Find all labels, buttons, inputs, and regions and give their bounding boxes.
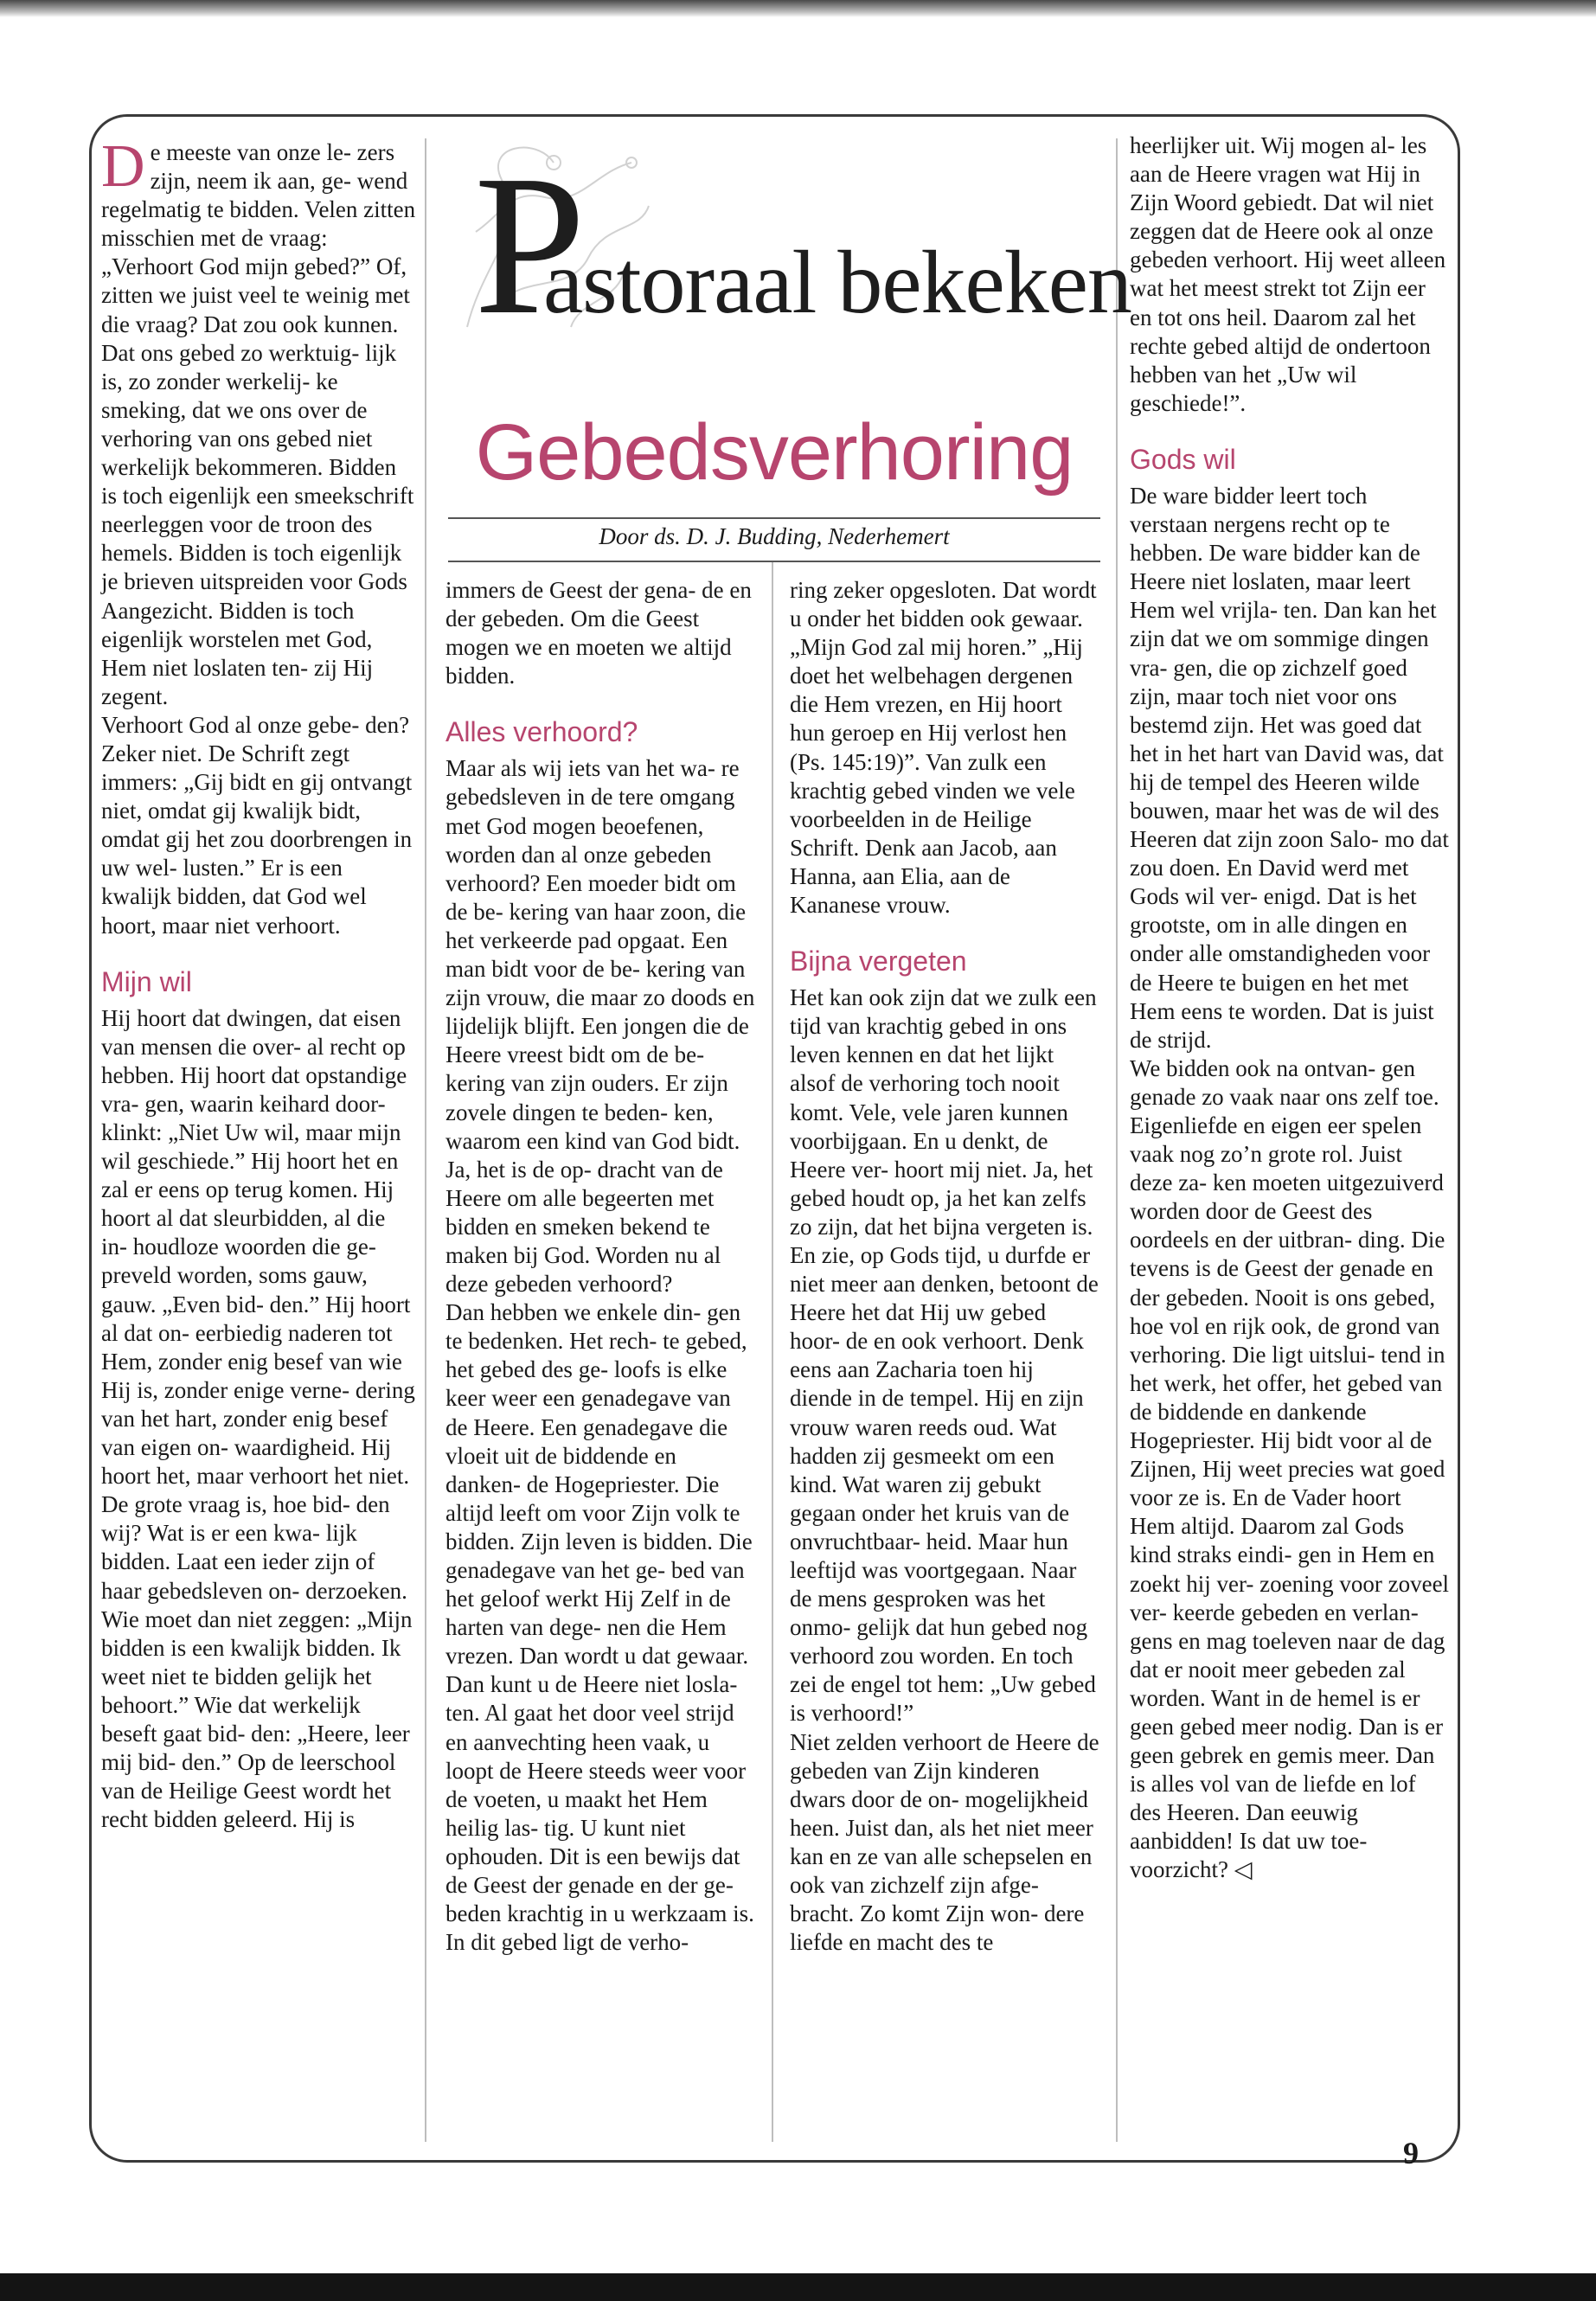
article-paragraph: [445, 754, 755, 1298]
article-paragraph: [101, 133, 416, 711]
page-number: 9: [1403, 2136, 1419, 2170]
byline: Door ds. D. J. Budding, Nederhemert: [599, 523, 950, 549]
scan-edge-top: [0, 0, 1596, 17]
paragraph-text: e meeste van onze le- zers zijn, neem ik aan, ge- wend regelmatig te bidden. Velen zitten misschien met de vraag: „Verhoort God mijn gebed?” Of, zitten we juist veel te weinig met die vraag? Dat zou ook kunnen. Dat ons gebed zo werktuig- lijk is, zo zonder werkelij- ke smeking, dat we ons over de verhoring van ons gebed niet werkelijk bekommeren. Bidden is toch eigenlijk een smeekschrift neerleggen voor de troon des hemels. Bidden is toch eigenlijk je brieven uitspreiden voor Gods Aangezicht. Bidden is toch eigenlijk worstelen met God, Hem niet loslaten ten- zij Hij zegent.: [101, 139, 416, 709]
series-title: astoraal bekeken: [543, 233, 1131, 332]
paragraph-text: ring zeker opgesloten. Dat wordt u onder het bidden ook gewaar. „Mijn God zal mij horen.” „Hij doet het welbehagen dergenen die Hem vrezen, en Hij hoort hun geroep en Hij verlost hen (Ps. 145:19)”. Van zulk een krachtig gebed vinden we vele voorbeelden in de Heilige Schrift. Denk aan Jacob, aan Hanna, aan Elia, aan de Kananese vrouw.: [790, 577, 1097, 919]
article-paragraph: [445, 1298, 755, 1957]
section-heading: Bijna vergeten: [790, 945, 967, 977]
article-paragraph: [790, 984, 1099, 1727]
text-column-2: [445, 576, 755, 1957]
drop-cap: D: [101, 133, 145, 200]
article-paragraph: [790, 576, 1099, 920]
text-column-1: [101, 133, 416, 1834]
headline: Gebedsverhoring: [475, 408, 1074, 497]
paragraph-text: Hij hoort dat dwingen, dat eisen van mensen die over- al recht op hebben. Hij hoort dat opstandige vra- gen, waarin keihard door- klinkt: „Niet Uw wil, maar mijn wil geschiede.” Hij hoort het en zal er eens op terug komen. Hij hoort al dat sleurbidden, al die in- houdloze woorden die ge- preveld worden, soms gauw, gauw. „Even bid- den.” Hij hoort al dat on- eerbiedig naderen tot Hem, zonder enig besef van wie Hij is, zonder enige verne- dering van het hart, zonder enig besef van eigen on- waardigheid. Hij hoort het, maar verhoort het niet.: [101, 1004, 415, 1490]
article-paragraph: [1130, 482, 1450, 1054]
article-paragraph: [101, 1004, 416, 1491]
section-heading: Alles verhoord?: [445, 716, 638, 748]
text-column-3: [790, 576, 1099, 1957]
paragraph-text: We bidden ook na ontvan- gen genade zo vaak naar ons zelf toe. Eigenliefde en eigen eer spelen vaak nog zo’n grote rol. Juist deze za- ken moeten uitgezuiverd worden door de Geest des oordeels en der uitbran- ding. Die tevens is de Geest der genade en der gebeden. Nooit is ons gebed, hoe vol en rijk ook, de grond van verhoring. Die ligt uitslui- tend in het werk, het offer, het gebed van de biddende en dankende Hogepriester. Hij bidt voor al de Zijnen, Hij weet precies wat goed voor ze is. En de Vader hoort Hem altijd. Daarom zal Gods kind straks eindi- gen in Hem en zoekt hij ver- zoening voor zoveel ver- keerde gebeden en verlan- gens en mag toeleven naar de dag dat er nooit meer gebeden zal worden. Want in de hemel is er geen gebed meer nodig. Dan is er geen gebrek en gemis meer. Dan is alles vol van de liefde en lof des Heeren. Dan eeuwig aanbidden! Is dat uw toe- voorzicht? ◁: [1130, 1054, 1450, 1883]
article-paragraph: [445, 576, 755, 690]
article-paragraph: [790, 1728, 1099, 1958]
scan-edge-bottom: [0, 2273, 1596, 2301]
byline-rule-top: [448, 517, 1100, 519]
column-divider-3: [1116, 138, 1118, 2142]
text-column-4: [1130, 131, 1450, 1885]
byline-rule-bottom: [448, 561, 1100, 562]
paragraph-text: De grote vraag is, hoe bid- den wij? Wat is er een kwa- lijk bidden. Laat een ieder zijn of haar gebedsleven on- derzoeken. Wie moet dan niet zeggen: „Mijn bidden is een kwalijk bidden. Ik weet niet te bidden gelijk het behoort.” Wie dat werkelijk beseft gaat bid- den: „Heere, leer mij bid- den.” Op de leerschool van de Heilige Geest wordt het recht bidden geleerd. Hij is: [101, 1491, 413, 1833]
paragraph-text: Dan hebben we enkele din- gen te bedenken. Het rech- te gebed, het gebed des ge- loofs is elke keer weer een genadegave van de Heere. Een genadegave die vloeit uit de biddende en danken- de Hogepriester. Die altijd leeft om voor Zijn volk te bidden. Zijn leven is bidden. Die genadegave van het ge- bed van het geloof werkt Hij Zelf in de harten van dege- nen die Hem vrezen. Dan wordt u dat gewaar. Dan kunt u de Heere niet losla- ten. Al gaat het door veel strijd en aanvechting heen vaak, u loopt de Heere steeds weer voor de voeten, u maakt het Hem heilig las- tig. U kunt niet ophouden. Dit is een bewijs dat de Geest der genade en der ge- beden krachtig in u werkzaam is. In dit gebed ligt de verho-: [445, 1299, 754, 1956]
paragraph-text: immers de Geest der gena- de en der gebeden. Om die Geest mogen we en moeten we altijd bidden.: [445, 577, 752, 689]
article-paragraph: [101, 1490, 416, 1834]
section-heading: Mijn wil: [101, 965, 192, 997]
article-paragraph: [1130, 1054, 1450, 1885]
column-divider-1: [425, 138, 426, 2142]
paragraph-text: heerlijker uit. Wij mogen al- les aan de Heere vragen wat Hij in Zijn Woord gebiedt. Dat wil niet zeggen dat de Heere ook al onze gebeden verhoort. Hij weet alleen wat het meest strekt tot Zijn eer en tot ons heil. Daarom zal het rechte gebed altijd de ondertoon hebben van het „Uw wil geschiede!”.: [1130, 132, 1446, 416]
title-initial: P: [474, 134, 586, 356]
column-divider-2: [772, 562, 773, 2142]
paragraph-text: De ware bidder leert toch verstaan nergens recht op te hebben. De ware bidder kan de Heere niet loslaten, maar leert Hem wel vrijla- ten. Dan kan het zijn dat we om sommige dingen vra- gen, die op zichzelf goed zijn, maar toch niet voor ons bestemd zijn. Het was goed dat het in het hart van David was, dat hij de tempel des Heeren wilde bouwen, maar het was de wil des Heeren dat zijn zoon Salo- mo dat zou doen. En David werd met Gods wil ver- enigd. Dat is het grootste, om in alle dingen en onder alle omstandigheden voor de Heere te buigen en het met Hem eens te worden. Dat is juist de strijd.: [1130, 482, 1449, 1053]
paragraph-text: Het kan ook zijn dat we zulk een tijd van krachtig gebed in ons leven kennen en dat het lijkt alsof de verhoring toch nooit komt. Vele, vele jaren kunnen voorbijgaan. En u denkt, de Heere ver- hoort mij niet. Ja, het gebed houdt op, ja het kan zelfs zo zijn, dat het bijna vergeten is. En zie, op Gods tijd, u durfde er niet meer aan denken, betoont de Heere het dat Hij uw gebed hoor- de en ook verhoort. Denk eens aan Zacharia toen hij diende in de tempel. Hij en zijn vrouw waren reeds oud. Wat hadden zij gesmeekt om een kind. Wat waren zij gebukt gegaan onder het kruis van de onvruchtbaar- heid. Maar hun leeftijd was voortgegaan. Naar de mens gesproken was het onmo- gelijk dat hun gebed nog verhoord zou worden. En toch zei de engel tot hem: „Uw gebed is verhoord!”: [790, 984, 1099, 1727]
section-heading: Gods wil: [1130, 443, 1236, 475]
paragraph-text: Maar als wij iets van het wa- re gebedsleven in de tere omgang met God mogen beoefenen, worden dan al onze gebeden verhoord? Een moeder bidt om de be- kering van haar zoon, die het verkeerde pad opgaat. Een man bidt voor de be- kering van zijn vrouw, die maar zo doods en lijdelijk blijft. Een jongen die de Heere vreest bidt om de be- kering van zijn ouders. Er zijn zovele dingen te beden- ken, waarom een kind van God bidt. Ja, het is de op- dracht van de Heere om alle begeerten met bidden en smeken bekend te maken bij God. Worden nu al deze gebeden verhoord?: [445, 755, 755, 1298]
paragraph-text: Niet zelden verhoort de Heere de gebeden van Zijn kinderen dwars door de on- mogelijkheid heen. Juist dan, als het niet meer kan en ze van alle schepselen en ook van zichzelf zijn afge- bracht. Zo komt Zijn won- dere liefde en macht des te: [790, 1728, 1099, 1956]
article-paragraph: [101, 711, 416, 940]
article-paragraph: [1130, 131, 1450, 418]
paragraph-text: Verhoort God al onze gebe- den? Zeker niet. De Schrift zegt immers: „Gij bidt en gij ontvangt niet, omdat gij kwalijk bidt, omdat gij het zou doorbrengen in uw wel- lusten.” Er is een kwalijk bidden, dat God wel hoort, maar niet verhoort.: [101, 711, 413, 939]
